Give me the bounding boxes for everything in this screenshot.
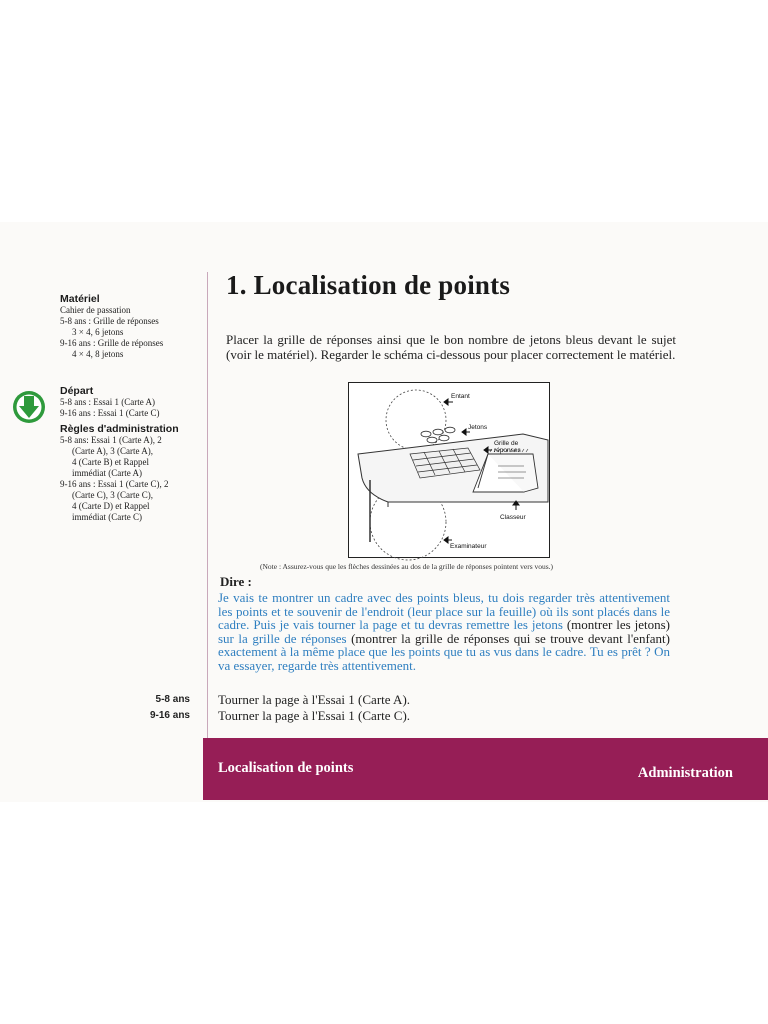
script-gesture: (montrer les jetons) bbox=[562, 617, 671, 632]
label-jetons: Jetons bbox=[468, 424, 488, 431]
regles-line: 5-8 ans: Essai 1 (Carte A), 2 bbox=[60, 435, 162, 445]
label-examinateur: Examinateur bbox=[450, 543, 487, 550]
regles-heading: Règles d'administration bbox=[60, 423, 179, 435]
regles-line: 4 (Carte D) et Rappel bbox=[72, 501, 150, 511]
depart-heading: Départ bbox=[60, 385, 94, 397]
materiel-line: 3 × 4, 6 jetons bbox=[72, 327, 124, 337]
materiel-line: Cahier de passation bbox=[60, 305, 131, 315]
materiel-heading: Matériel bbox=[60, 293, 100, 305]
page-title: 1. Localisation de points bbox=[226, 270, 511, 300]
depart-line: 5-8 ans : Essai 1 (Carte A) bbox=[60, 397, 155, 407]
note-text: (Note : Assurez-vous que les flèches dessinées au dos de la grille de réponses pointent vers vous.) bbox=[260, 562, 554, 571]
footer-band bbox=[203, 738, 768, 800]
depart-line: 9-16 ans : Essai 1 (Carte C) bbox=[60, 408, 160, 418]
label-grille-2: réponses bbox=[494, 447, 521, 454]
materiel-line: 9-16 ans : Grille de réponses bbox=[60, 338, 164, 348]
footer-chapter-title: Administration bbox=[637, 765, 733, 781]
regles-line: (Carte A), 3 (Carte A), bbox=[72, 446, 153, 456]
regles-line: 9-16 ans : Essai 1 (Carte C), 2 bbox=[60, 479, 169, 489]
regles-line: immédiat (Carte A) bbox=[72, 468, 142, 478]
script-gesture: (montrer la grille de réponses qui se trouve devant l'enfant) bbox=[346, 630, 670, 646]
materiel-line: 5-8 ans : Grille de réponses bbox=[60, 316, 159, 326]
age-labels bbox=[150, 692, 190, 724]
examiner-script bbox=[218, 591, 670, 672]
label-grille-1: Grille de bbox=[494, 440, 519, 447]
regles-line: (Carte C), 3 (Carte C), bbox=[72, 490, 153, 500]
materiel-line: 4 × 4, 8 jetons bbox=[72, 349, 124, 359]
regles-line: 4 (Carte B) et Rappel bbox=[72, 457, 149, 467]
script-spoken: exactement à la même place que les points que tu as vus dans le cadre. Tu es prêt ? On va essayer, regarde très attentivement. bbox=[218, 644, 670, 673]
setup-diagram bbox=[348, 382, 550, 562]
regles-line: immédiat (Carte C) bbox=[72, 512, 142, 522]
document-page bbox=[0, 222, 768, 802]
sidebar bbox=[60, 286, 202, 523]
label-enfant: Entant bbox=[451, 393, 470, 400]
script-spoken: sur la grille de réponses bbox=[218, 630, 347, 646]
instructions bbox=[218, 692, 410, 724]
age-label: 9-16 ans bbox=[149, 710, 190, 721]
label-classeur: Classeur bbox=[500, 514, 526, 521]
age-label: 5-8 ans bbox=[155, 694, 190, 705]
footer-section-title: Localisation de points bbox=[218, 760, 354, 776]
instruction-line: Tourner la page à l'Essai 1 (Carte A). bbox=[218, 692, 411, 707]
instruction-line: Tourner la page à l'Essai 1 (Carte C). bbox=[218, 708, 411, 723]
intro-paragraph: Placer la grille de réponses ainsi que le bon nombre de jetons bleus devant le sujet (voir le matériel). Regarder le schéma ci-dessous pour placer correctement le matériel. bbox=[226, 332, 676, 362]
sidebar-divider bbox=[207, 272, 208, 742]
green-down-arrow-icon bbox=[12, 390, 46, 424]
dire-label: Dire : bbox=[220, 574, 252, 589]
script-spoken: Je vais te montrer un cadre avec des points bleus, tu dois regarder très attentivement les points et te souvenir de l'endroit (leur place sur la feuille) où ils sont placés dans le cadre. Puis je vais tourner la page et tu devras remettre les jetons bbox=[218, 590, 670, 632]
